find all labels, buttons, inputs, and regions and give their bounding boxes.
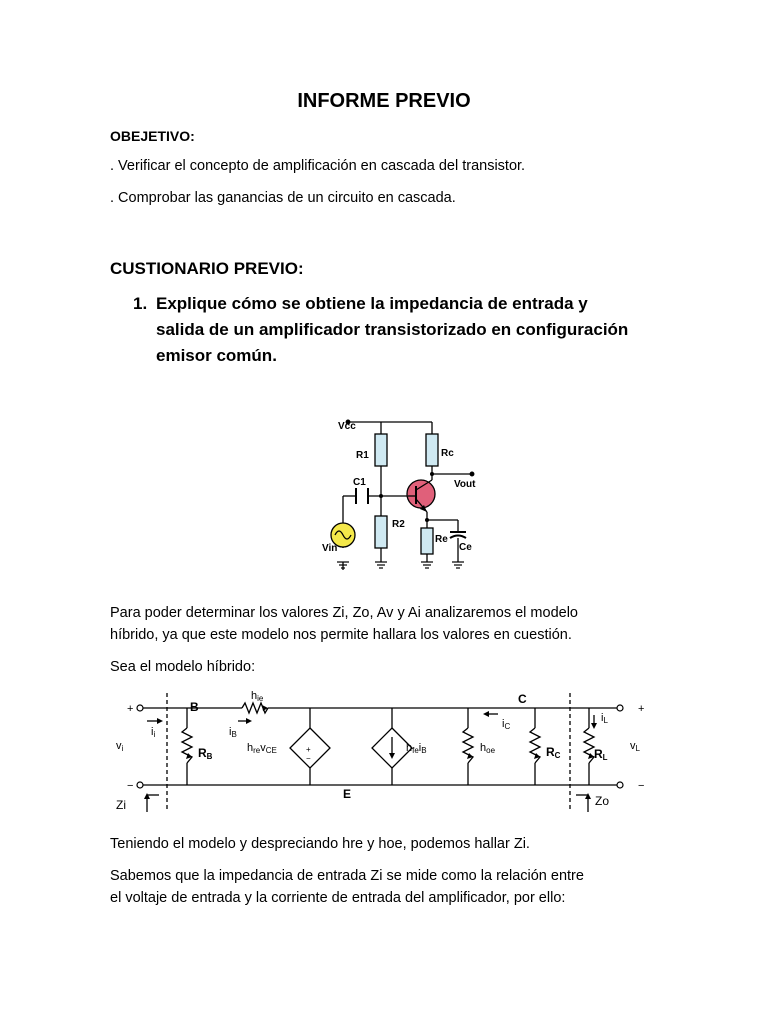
- label-plus-right: +: [638, 703, 645, 715]
- label-rc: RC: [546, 745, 561, 760]
- label-c1: C1: [353, 477, 366, 488]
- label-node-c: C: [518, 692, 527, 706]
- common-emitter-circuit-diagram: [318, 408, 488, 570]
- label-hie: hie: [251, 690, 264, 703]
- question-line: Explique cómo se obtiene la impedancia de entrada y: [156, 294, 588, 313]
- label-re: Re: [435, 534, 448, 545]
- transistor-symbol: [407, 480, 435, 512]
- label-il: iL: [601, 712, 608, 725]
- paragraph-line: Sea el modelo híbrido:: [110, 659, 256, 675]
- label-hre: hrevCE: [247, 742, 277, 755]
- label-node-e: E: [343, 787, 352, 801]
- paragraph-line: híbrido, ya que este modelo nos permite hallara los valores en cuestión.: [110, 627, 572, 643]
- label-node-b: B: [190, 700, 199, 714]
- resistor-r2: [375, 516, 387, 548]
- resistor-r1: [375, 434, 387, 466]
- question-line: salida de un amplificador transistorizado en configuración: [156, 320, 629, 339]
- paragraph-line: el voltaje de entrada y la corriente de entrada del amplificador, por ello:: [110, 890, 566, 906]
- label-ce: Ce: [459, 542, 472, 553]
- ground-symbols: [337, 562, 464, 568]
- question-line: emisor común.: [156, 346, 277, 365]
- label-vl: vL: [630, 740, 640, 753]
- label-ib: iB: [229, 726, 237, 739]
- label-r2: R2: [392, 519, 405, 530]
- svg-text:+: +: [306, 745, 311, 754]
- label-rc: Rc: [441, 448, 454, 459]
- label-vin: Vin: [322, 543, 338, 554]
- label-ii: ii: [151, 726, 156, 739]
- hybrid-model-circuit-diagram: [110, 685, 658, 817]
- svg-text:−: −: [306, 754, 311, 763]
- label-hfe: hfeiB: [406, 742, 427, 755]
- section-title: CUSTIONARIO PREVIO:: [110, 259, 304, 278]
- label-plus-left: +: [127, 703, 134, 715]
- page-title: INFORME PREVIO: [297, 90, 471, 112]
- resistor-rc: [426, 434, 438, 466]
- label-rb: RB: [198, 746, 213, 761]
- label-vcc: Vcc: [338, 421, 356, 432]
- label-zi: Zi: [116, 798, 126, 812]
- label-vout: Vout: [454, 479, 476, 490]
- paragraph-line: Para poder determinar los valores Zi, Zo, Av y Ai analizaremos el modelo: [110, 605, 578, 621]
- paragraph-line: Teniendo el modelo y despreciando hre y hoe, podemos hallar Zi.: [110, 836, 530, 852]
- objective-label: OBEJETIVO:: [110, 128, 195, 144]
- paragraph-line: Sabemos que la impedancia de entrada Zi se mide como la relación entre: [110, 868, 584, 884]
- label-rl: RL: [594, 747, 608, 762]
- resistor-re: [421, 528, 433, 554]
- label-vi: vi: [116, 740, 124, 753]
- label-ic: iC: [502, 718, 511, 731]
- label-minus-left: −: [127, 780, 134, 792]
- label-r1: R1: [356, 450, 369, 461]
- question-number: 1.: [133, 294, 148, 313]
- label-zo: Zo: [595, 794, 610, 808]
- objective-item: . Comprobar las ganancias de un circuito en cascada.: [110, 190, 456, 206]
- objective-item: . Verificar el concepto de amplificación en cascada del transistor.: [110, 158, 526, 174]
- label-minus-right: −: [638, 780, 645, 792]
- label-hoe: hoe: [480, 742, 496, 755]
